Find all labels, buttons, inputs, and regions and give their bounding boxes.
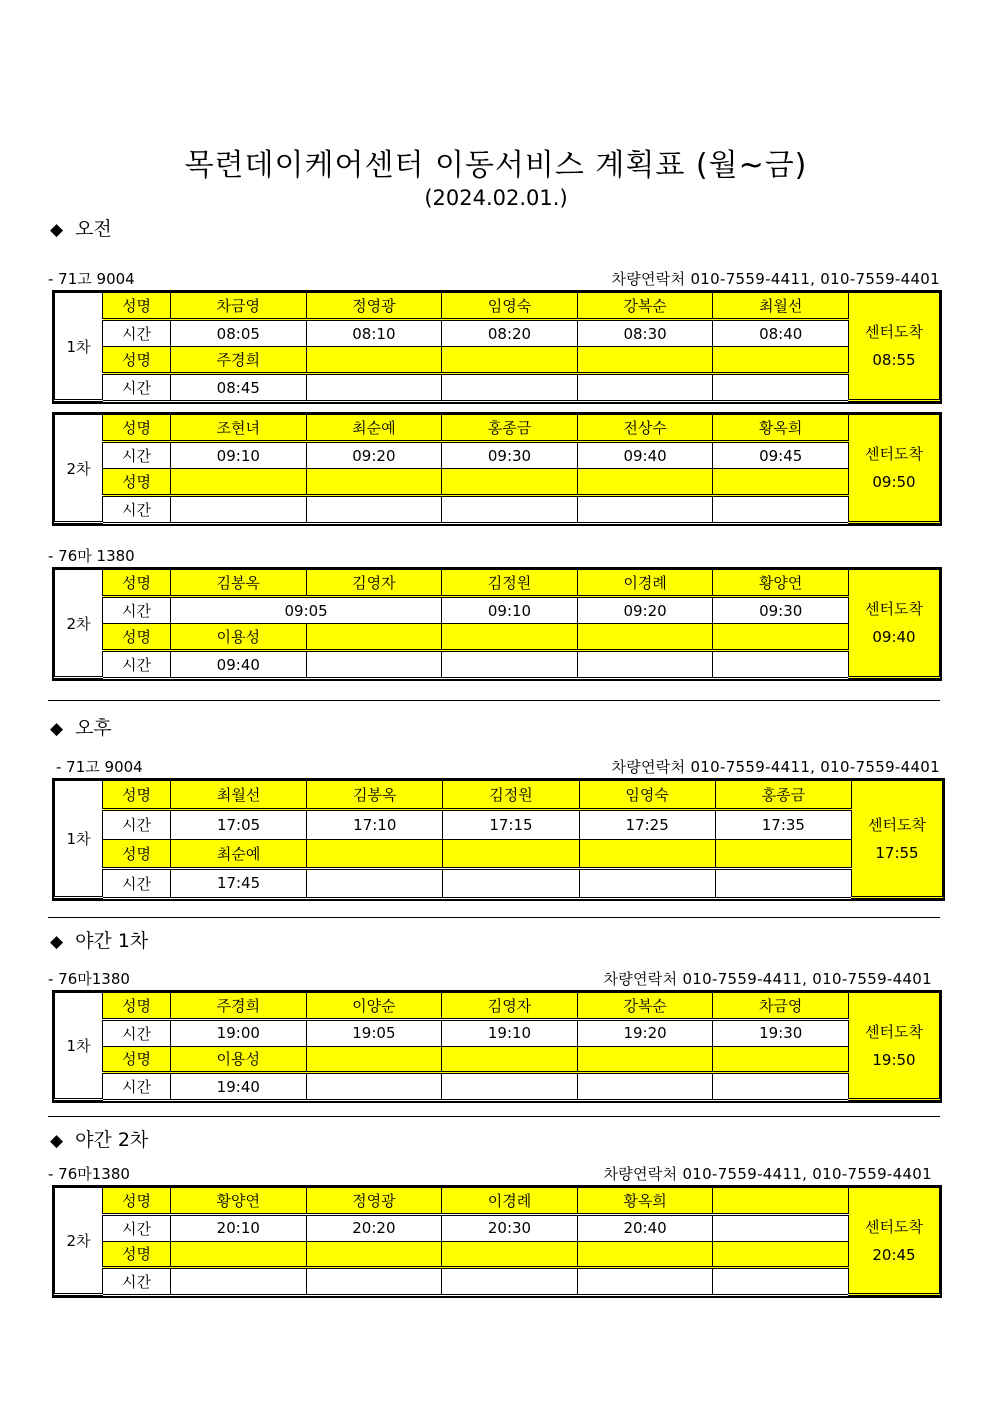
- passenger-name: 최순예: [306, 415, 442, 442]
- passenger-name: [713, 1046, 849, 1073]
- passenger-name: [443, 839, 579, 868]
- passenger-name: 이경례: [442, 1188, 578, 1215]
- arrival-time: 20:45: [872, 1245, 916, 1264]
- passenger-name: [577, 1046, 713, 1073]
- passenger-name: [577, 624, 713, 651]
- passenger-name: 김정원: [443, 781, 579, 810]
- vehicle-contact: 차량연락처 010-7559-4411, 010-7559-4401: [611, 270, 940, 288]
- table-row: [55, 1268, 940, 1295]
- divider: [48, 917, 940, 918]
- table-row: [55, 651, 940, 678]
- center-arrival: [849, 570, 940, 678]
- pickup-time: [713, 651, 849, 678]
- name-header: 성명: [103, 624, 171, 651]
- table-row: [55, 839, 943, 868]
- vehicle-label: - 76마 1380: [48, 547, 135, 565]
- pickup-time: 17:10: [307, 810, 443, 839]
- pickup-time: [442, 1268, 578, 1295]
- pickup-time: [306, 1268, 442, 1295]
- pickup-time: 09:40: [171, 651, 307, 678]
- pickup-time: [579, 868, 715, 897]
- pickup-time: [171, 496, 307, 523]
- passenger-name: [713, 347, 849, 374]
- center-arrival: [849, 993, 940, 1100]
- table-row: [55, 1241, 940, 1268]
- pickup-time: 08:20: [442, 320, 578, 347]
- vehicle-label: - 71고 9004: [48, 270, 135, 288]
- vehicle-label: - 71고 9004: [56, 758, 143, 776]
- pickup-time: [577, 1073, 713, 1100]
- passenger-name: [307, 839, 443, 868]
- time-header: 시간: [103, 1019, 171, 1046]
- passenger-name: [577, 347, 713, 374]
- vehicle-contact: 차량연락처 010-7559-4411, 010-7559-4401: [611, 758, 940, 776]
- passenger-name: 전상수: [577, 415, 713, 442]
- passenger-name: 조현녀: [171, 415, 307, 442]
- table-row: [55, 1214, 940, 1241]
- pickup-time: [577, 496, 713, 523]
- table-row: [55, 1188, 940, 1215]
- section-heading-afternoon: ◆ 오후: [50, 717, 112, 739]
- passenger-name: [442, 1046, 578, 1073]
- pickup-time: [443, 868, 579, 897]
- passenger-name: 최월선: [171, 781, 307, 810]
- passenger-name: 황옥희: [577, 1188, 713, 1215]
- trip-label: 1차: [55, 781, 103, 898]
- passenger-name: [715, 839, 851, 868]
- passenger-name: [442, 1241, 578, 1268]
- passenger-name: [442, 624, 578, 651]
- passenger-name: 차금영: [171, 293, 307, 320]
- pickup-time: [715, 868, 851, 897]
- name-header: 성명: [103, 839, 171, 868]
- arrival-label: 센터도착: [865, 1217, 923, 1236]
- pickup-time: [442, 1073, 578, 1100]
- passenger-name: 이용성: [171, 1046, 307, 1073]
- table-row: [55, 570, 940, 597]
- pickup-time: [713, 1073, 849, 1100]
- passenger-name: 주경희: [171, 347, 307, 374]
- passenger-name: [306, 347, 442, 374]
- passenger-name: [442, 347, 578, 374]
- name-header: 성명: [103, 1188, 171, 1215]
- arrival-time: 17:55: [875, 843, 919, 862]
- table-row: [55, 1019, 940, 1046]
- pickup-time: 17:25: [579, 810, 715, 839]
- pickup-time: 19:00: [171, 1019, 307, 1046]
- passenger-name: [171, 1241, 307, 1268]
- pickup-time: 19:30: [713, 1019, 849, 1046]
- passenger-name: 임영숙: [442, 293, 578, 320]
- arrival-time: 19:50: [872, 1050, 916, 1069]
- name-header: 성명: [103, 781, 171, 810]
- table-row: [55, 1073, 940, 1100]
- pickup-time: [307, 868, 443, 897]
- table-row: [55, 1046, 940, 1073]
- table-row: [55, 469, 940, 496]
- time-header: 시간: [103, 868, 171, 897]
- pickup-time: 08:05: [171, 320, 307, 347]
- pickup-time: 20:20: [306, 1214, 442, 1241]
- name-header: 성명: [103, 1241, 171, 1268]
- pickup-time: 09:30: [713, 597, 849, 624]
- diamond-icon: ◆: [50, 1131, 64, 1151]
- page-title: 목련데이케어센터 이동서비스 계획표 (월~금): [184, 148, 808, 183]
- pickup-time: 19:10: [442, 1019, 578, 1046]
- pickup-time: [442, 651, 578, 678]
- section-heading-night-2: ◆ 야간 2차: [50, 1129, 149, 1151]
- passenger-name: 최월선: [713, 293, 849, 320]
- pickup-time: 08:10: [306, 320, 442, 347]
- table-row: [55, 993, 940, 1020]
- pickup-time: 08:40: [713, 320, 849, 347]
- time-header: 시간: [103, 374, 171, 401]
- trip-label: 2차: [55, 570, 103, 678]
- trip-label: 2차: [55, 415, 103, 523]
- passenger-name: 차금영: [713, 993, 849, 1020]
- pickup-time: [306, 496, 442, 523]
- name-header: 성명: [103, 469, 171, 496]
- table-row: [55, 781, 943, 810]
- passenger-name: 정영광: [306, 1188, 442, 1215]
- pickup-time: [171, 1268, 307, 1295]
- pickup-time: [577, 1268, 713, 1295]
- table-row: [55, 374, 940, 401]
- schedule-table: [52, 412, 942, 526]
- passenger-name: 홍종금: [442, 415, 578, 442]
- pickup-time: 09:45: [713, 442, 849, 469]
- diamond-icon: ◆: [50, 932, 64, 952]
- arrival-label: 센터도착: [865, 600, 923, 618]
- passenger-name: 이경례: [577, 570, 713, 597]
- divider: [48, 700, 940, 701]
- pickup-time: 09:20: [577, 597, 713, 624]
- time-header: 시간: [103, 810, 171, 839]
- arrival-label: 센터도착: [865, 323, 923, 341]
- trip-label: 1차: [55, 993, 103, 1100]
- table-row: [55, 868, 943, 897]
- time-header: 시간: [103, 1073, 171, 1100]
- pickup-time: 17:05: [171, 810, 307, 839]
- passenger-name: [577, 1241, 713, 1268]
- passenger-name: [713, 1241, 849, 1268]
- time-header: 시간: [103, 651, 171, 678]
- passenger-name: [306, 1046, 442, 1073]
- pickup-time: [306, 651, 442, 678]
- passenger-name: [171, 469, 307, 496]
- schedule-table: [52, 567, 942, 681]
- pickup-time: 09:30: [442, 442, 578, 469]
- pickup-time: 17:35: [715, 810, 851, 839]
- pickup-time: 17:15: [443, 810, 579, 839]
- arrival-time: 09:40: [872, 628, 916, 646]
- name-header: 성명: [103, 347, 171, 374]
- passenger-name: 이용성: [171, 624, 307, 651]
- arrival-time: 08:55: [872, 351, 916, 369]
- name-header: 성명: [103, 293, 171, 320]
- time-header: 시간: [103, 442, 171, 469]
- passenger-name: 김영자: [442, 993, 578, 1020]
- time-header: 시간: [103, 320, 171, 347]
- schedule-table: [52, 778, 945, 901]
- diamond-icon: ◆: [50, 220, 64, 240]
- vehicle-label: - 76마1380: [48, 970, 130, 988]
- vehicle-label: - 76마1380: [48, 1165, 130, 1183]
- center-arrival: [849, 1188, 940, 1295]
- name-header: 성명: [103, 1046, 171, 1073]
- time-header: 시간: [103, 496, 171, 523]
- pickup-time: 17:45: [171, 868, 307, 897]
- passenger-name: 임영숙: [579, 781, 715, 810]
- schedule-table: [52, 990, 942, 1103]
- pickup-time: [306, 374, 442, 401]
- passenger-name: 김영자: [306, 570, 442, 597]
- passenger-name: [713, 624, 849, 651]
- pickup-time: 19:40: [171, 1073, 307, 1100]
- schedule-table: [52, 1185, 942, 1298]
- vehicle-contact: 차량연락처 010-7559-4411, 010-7559-4401: [603, 970, 932, 988]
- table-row: [55, 810, 943, 839]
- table-row: [55, 442, 940, 469]
- pickup-time: 19:20: [577, 1019, 713, 1046]
- table-row: [55, 415, 940, 442]
- passenger-name: 강복순: [577, 993, 713, 1020]
- name-header: 성명: [103, 993, 171, 1020]
- pickup-time: [713, 496, 849, 523]
- pickup-time: 20:30: [442, 1214, 578, 1241]
- arrival-label: 센터도착: [868, 815, 926, 834]
- pickup-time: 09:20: [306, 442, 442, 469]
- passenger-name: 홍종금: [715, 781, 851, 810]
- trip-label: 2차: [55, 1188, 103, 1295]
- table-row: [55, 624, 940, 651]
- pickup-time: [713, 1214, 849, 1241]
- trip-label: 1차: [55, 293, 103, 401]
- pickup-time: 19:05: [306, 1019, 442, 1046]
- passenger-name: [306, 1241, 442, 1268]
- pickup-time: [577, 374, 713, 401]
- passenger-name: 최순예: [171, 839, 307, 868]
- pickup-time: [306, 1073, 442, 1100]
- pickup-time: [713, 374, 849, 401]
- pickup-time: 20:40: [577, 1214, 713, 1241]
- table-row: [55, 320, 940, 347]
- pickup-time: 20:10: [171, 1214, 307, 1241]
- section-heading-night-1: ◆ 야간 1차: [50, 930, 149, 952]
- time-header: 시간: [103, 1268, 171, 1295]
- passenger-name: 황양연: [171, 1188, 307, 1215]
- arrival-time: 09:50: [872, 473, 916, 491]
- time-header: 시간: [103, 1214, 171, 1241]
- passenger-name: 정영광: [306, 293, 442, 320]
- passenger-name: 강복순: [577, 293, 713, 320]
- passenger-name: [577, 469, 713, 496]
- pickup-time: 08:30: [577, 320, 713, 347]
- name-header: 성명: [103, 570, 171, 597]
- pickup-time: [442, 496, 578, 523]
- diamond-icon: ◆: [50, 719, 64, 739]
- section-heading-morning: ◆ 오전: [50, 218, 112, 240]
- pickup-time: 09:10: [171, 442, 307, 469]
- passenger-name: [306, 624, 442, 651]
- arrival-label: 센터도착: [865, 445, 923, 463]
- schedule-table: [52, 290, 942, 404]
- passenger-name: 이양순: [306, 993, 442, 1020]
- passenger-name: 주경희: [171, 993, 307, 1020]
- passenger-name: 황옥희: [713, 415, 849, 442]
- table-row: [55, 597, 940, 624]
- table-row: [55, 496, 940, 523]
- center-arrival: [849, 293, 940, 401]
- pickup-time: 09:10: [442, 597, 578, 624]
- pickup-time: [713, 1268, 849, 1295]
- pickup-time: 08:45: [171, 374, 307, 401]
- pickup-time: [442, 374, 578, 401]
- arrival-label: 센터도착: [865, 1022, 923, 1041]
- passenger-name: 황양연: [713, 570, 849, 597]
- passenger-name: [442, 469, 578, 496]
- pickup-time: 09:05: [171, 597, 442, 624]
- table-row: [55, 347, 940, 374]
- plan-date: (2024.02.01.): [424, 186, 568, 210]
- passenger-name: [579, 839, 715, 868]
- name-header: 성명: [103, 415, 171, 442]
- table-row: [55, 293, 940, 320]
- passenger-name: [713, 469, 849, 496]
- passenger-name: 김봉옥: [307, 781, 443, 810]
- pickup-time: [577, 651, 713, 678]
- passenger-name: [306, 469, 442, 496]
- divider: [48, 1116, 940, 1117]
- time-header: 시간: [103, 597, 171, 624]
- vehicle-contact: 차량연락처 010-7559-4411, 010-7559-4401: [603, 1165, 932, 1183]
- center-arrival: [849, 415, 940, 523]
- passenger-name: 김정원: [442, 570, 578, 597]
- pickup-time: 09:40: [577, 442, 713, 469]
- center-arrival: [852, 781, 943, 898]
- passenger-name: [713, 1188, 849, 1215]
- passenger-name: 김봉옥: [171, 570, 307, 597]
